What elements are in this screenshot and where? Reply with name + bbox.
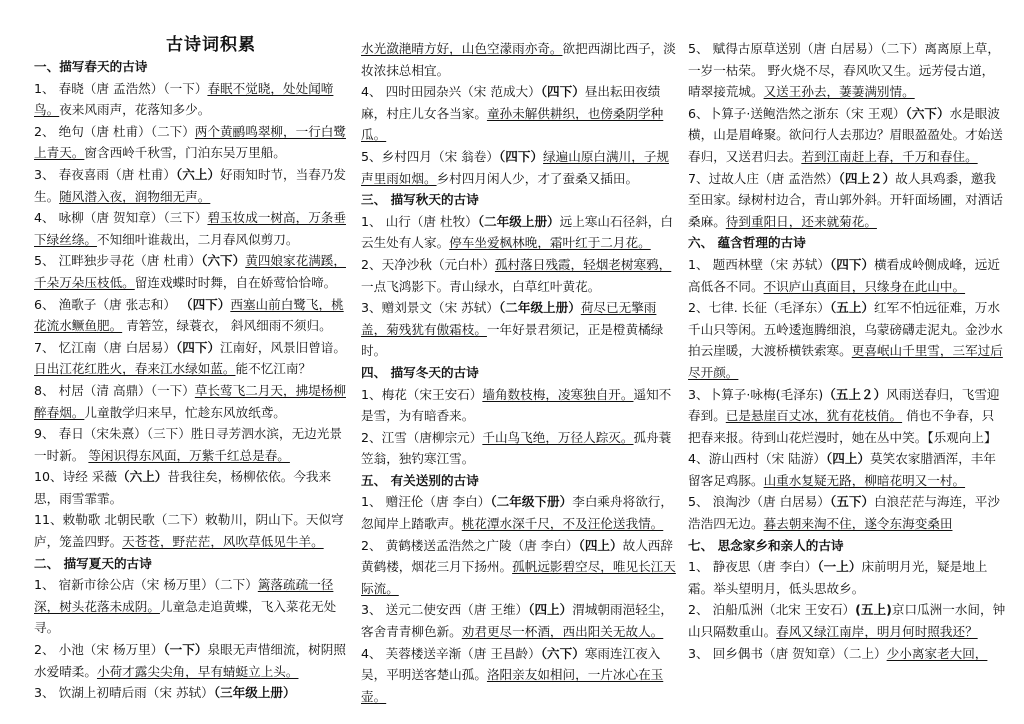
key-verse: 孤帆远影碧空尽，唯见长江天际流。 [361,559,676,596]
poem-item [688,384,1006,449]
grade-tag: （一下） [163,642,208,658]
poem-text: 昼出耘田夜绩麻，村庄儿女各当家。 [361,84,661,121]
poem-text: 4、 芙蓉楼送辛渐（唐 王昌龄） [361,645,541,661]
poem-item [361,643,679,708]
poem-text: 1、 春晓（唐 孟浩然）（一下） [34,80,208,96]
poem-text: 1、 静夜思（唐 李白） [688,559,818,575]
poem-text: 窗含西岭千秋雪，门泊东吴万里船。 [84,145,286,161]
poem-text: 不知细叶谁裁出，二月春风似剪刀。 [96,231,299,247]
grade-tag: （四上） [578,537,623,553]
key-verse: 洛阳亲友如相问，一片冰心在玉壶。 [361,667,664,704]
poem-item [688,448,1006,491]
key-verse: 绿遍山原白满川，子规声里雨如烟。 [361,148,669,186]
poem-text: 乡村四月闲人少，才了蚕桑又插田。 [436,170,639,186]
poem-item [34,164,352,207]
poem-item [688,38,1006,103]
poem-item [361,535,679,600]
poem-text: 一点飞鸿影下。青山绿水，白草红叶黄花。 [361,278,601,294]
page-title: 古诗词积累 [166,35,256,55]
grade-tag: （五上） [829,300,875,316]
poem-text: 1、 赠汪伦（唐 李白） [361,494,491,510]
poem-item [34,466,352,509]
poem-text: 1、梅花（宋王安石） [361,386,483,402]
grade-tag: （六上） [117,469,168,485]
poem-item [688,599,1006,642]
key-verse: 少小离家老大回， [886,645,988,661]
poem-item [361,599,679,642]
poem-text: 孤舟蓑笠翁，独钓寒江雪。 [361,429,672,467]
key-verse: 春眠不觉晓，处处闻啼鸟。 [34,80,334,118]
poem-item [361,254,679,297]
key-verse: 童孙未解供耕织，也傍桑阴学种瓜。 [361,105,664,143]
key-verse: 等闲识得东风面，万紫千红总是春。 [88,447,290,463]
poem-text: 寒雨连江夜入吴，平明送客楚山孤。 [361,645,661,683]
poem-text: 夜来风雨声，花落知多少。 [59,102,211,118]
poem-item [34,121,352,164]
poem-text: 一年好景君须记，正是橙黄橘绿时。 [361,321,664,359]
grade-tag: （六下） [201,253,246,269]
poem-text: 李白乘舟将欲行，忽闻岸上踏歌声。 [361,494,673,532]
grade-tag: （五上２） [823,386,887,402]
poem-text: 3、赠刘景文（宋 苏轼） [361,300,499,316]
poem-text: 渭城朝雨浥轻尘，客舍青青柳色新。 [361,602,673,640]
grade-tag: （四上２） [838,170,896,186]
poem-text: 青箬笠，绿蓑衣， 斜风细雨不须归。 [122,318,332,334]
poem-text: 6、卜算子·送鲍浩然之浙东（宋 王观） [688,105,906,121]
poem-text: 1、 山行（唐 杜牧） [361,213,478,229]
poem-text: 2、江雪（唐柳宗元） [361,429,483,445]
poem-text: 6、 渔歌子（唐 张志和） [34,296,180,312]
poem-text: 1、 题西林壁（宋 苏轼） [688,256,830,272]
key-verse: 随风潜入夜，润物细无声。 [59,188,211,204]
poem-item [361,427,679,470]
poem-text: 昔我往矣，杨柳依依。今我来思，雨雪霏霏。 [34,469,332,506]
grade-tag: （四上） [825,451,871,467]
poem-item [688,168,1006,233]
key-verse: 水光潋滟晴方好，山色空濛雨亦奇。 [361,41,563,56]
poem-text: 床前明月光，疑是地上霜。举头望明月，低头思故乡。 [688,559,988,596]
key-verse: 草长莺飞二月天，拂堤杨柳醉春烟。 [34,382,346,420]
poem-text: 横看成岭侧成峰，远近高低各不同。 [688,256,1000,294]
section-heading: 一、描写春天的古诗 [34,59,148,74]
poem-text: 3、 饮湖上初晴后雨（宋 苏轼） [34,685,214,701]
grade-tag: （六下） [540,645,585,661]
poem-item [361,38,679,81]
poem-item [34,78,352,121]
key-verse: 荷尽已无擎雨盖，菊残犹有傲霜枝。 [361,300,657,337]
poem-text: 儿童急走追黄蝶，飞入菜花无处寻。 [34,598,337,636]
poem-text: 3、 春夜喜雨（唐 杜甫） [34,166,176,182]
poem-text: 好雨知时节，当春乃发生。 [34,166,346,204]
poem-text: 红军不怕远征难，万水千山只等闲。五岭逶迤腾细浪，乌蒙磅礴走泥丸。金沙水拍云崖暖，大渡桥横铁索寒。 [688,300,1003,359]
poem-item [34,294,352,337]
grade-tag: （三年级上册） [213,685,296,701]
poem-text: 4、游山西村（宋 陆游） [688,451,826,467]
poem-text: 5、 江畔独步寻花（唐 杜甫） [34,253,202,269]
key-verse: 不识庐山真面目，只缘身在此山中。 [763,278,966,294]
grade-tag: （四下） [540,84,585,100]
key-verse: 若到江南赶上春，千万和春住。 [801,148,978,164]
poem-item [34,207,352,250]
poem-item [361,81,679,146]
column-2 [361,38,679,707]
poem-text: 故人西辞黄鹤楼，烟花三月下扬州。 [361,537,673,575]
poem-item [34,639,352,682]
key-verse: 千山鸟飞绝，万径人踪灭。 [482,429,634,445]
poem-text: 远上寒山石径斜，白云生处有人家。 [361,213,673,251]
poem-text: 能不忆江南？ [235,361,312,377]
key-verse: 孤村落日残霞，轻烟老树寒鸦， [494,256,672,272]
poem-item [34,337,352,380]
poem-text: 2、天净沙秋（元白朴） [361,256,495,272]
poem-item [361,491,679,534]
poem-text: 4、 咏柳（唐 贺知章）（三下） [34,210,208,226]
poem-text: 11、敕勒歌 北朝民歌（二下）敕勒川，阴山下。天似穹庐，笼盖四野。 [34,512,344,550]
key-verse: 墙角数枝梅，凌寒独自开。 [482,386,634,402]
poem-text: 7、过故人庄（唐 孟浩然） [688,170,839,186]
grade-tag: （六下） [905,105,950,121]
key-verse: 桃花潭水深千尺，不及汪伦送我情。 [461,516,664,532]
grade-tag: （二年级下册） [490,494,573,510]
poem-text: 遥知不是雪，为有暗香来。 [361,386,672,424]
grade-tag: （五下） [829,494,875,510]
grade-tag: （一上） [817,559,862,575]
key-verse: 劝君更尽一杯酒，西出阳关无故人。 [461,624,664,640]
section-heading: 六、 蕴含哲理的古诗 [688,235,806,251]
key-verse: 黄四娘家花满蹊，千朵万朵压枝低。 [34,253,346,290]
poem-item [688,643,1006,665]
poem-text: 3、 回乡偶书（唐 贺知章）（二上） [688,645,887,661]
column-1 [34,34,352,704]
key-verse: 两个黄鹂鸣翠柳，一行白鹭上青天。 [34,123,346,161]
key-verse: 已是悬崖百丈冰，犹有花枝俏。 [725,408,903,424]
poem-item [361,297,679,362]
poem-text: 水是眼波横，山是眉峰聚。欲问行人去那边？眉眼盈盈处。才始送春归，又送君归去。 [688,105,1003,164]
poem-text: 2、 小池（宋 杨万里） [34,642,164,658]
poem-item [688,556,1006,599]
key-verse: 待到重阳日，还来就菊花。 [725,213,877,229]
poem-text: 5、乡村四月（宋 翁卷） [361,148,499,164]
poem-text: 留连戏蝶时时舞，自在娇莺恰恰啼。 [134,274,337,290]
poem-item [34,380,352,423]
key-verse: 更喜岷山千里雪，三军过后尽开颜。 [688,343,1003,380]
poem-text: 儿童散学归来早，忙趁东风放纸鸢。 [84,404,286,420]
grade-tag: （四下） [175,339,221,355]
grade-tag: (五上) [855,602,892,618]
poem-text: 3、 送元二使安西（唐 王维） [361,602,529,618]
poem-item [34,423,352,466]
section-heading: 七、 思念家乡和亲人的古诗 [688,537,844,553]
section-heading: 三、 描写秋天的古诗 [361,192,479,208]
poem-text: 风雨送春归，飞雪迎春到。 [688,386,1000,424]
column-3 [688,38,1006,664]
poem-item [361,146,679,189]
poem-item [34,509,352,552]
poem-text: 8、 村居（清 高鼎）（一下） [34,382,195,398]
poem-item [688,254,1006,297]
key-verse: 又送王孙去，萋萋满别情。 [763,84,915,100]
key-verse: 西塞山前白鹭飞，桃花流水鳜鱼肥。 [34,296,344,334]
grade-tag: （四下） [829,256,875,272]
poem-item [34,250,352,293]
poem-text: 5、 赋得古原草送别（唐 白居易）（二下）离离原上草，一岁一枯荣。 野火烧不尽，春风吹又生。远芳侵古道，晴翠接荒城。 [688,41,1000,100]
grade-tag: （二年级上册） [477,213,560,229]
poem-text: 7、 忆江南（唐 白居易） [34,339,176,355]
poem-text: 故人具鸡黍，邀我至田家。绿树村边合，青山郭外斜。开轩面场圃，对酒话桑麻。 [688,170,1003,229]
poem-item [688,103,1006,168]
poem-item [361,384,679,427]
poem-text: 白浪茫茫与海连，平沙浩浩四无边。 [688,494,1000,532]
key-verse: 碧玉妆成一树高，万条垂下绿丝绦。 [34,210,346,247]
key-verse: 篱落疏疏一径深，树头花落未成阴。 [34,577,334,614]
poem-text: 1、 宿新市徐公店（宋 杨万里）（二下） [34,577,258,593]
section-heading: 五、 有关送别的古诗 [361,472,479,488]
key-verse: 暮去朝来淘不住，遂令东海变桑田 [763,516,953,532]
key-verse: 春风又绿江南岸，明月何时照我还？ [776,624,978,640]
poem-text: 10、诗经 采薇 [34,469,117,485]
poem-item [34,682,352,704]
poem-item [34,574,352,639]
poem-text: 2、七律. 长征（毛泽东） [688,300,830,316]
poem-text: 江南好，风景旧曾谙。 [220,339,346,355]
poem-text: 3、卜算子·咏梅(毛泽东) [688,386,824,402]
grade-tag: （四下） [498,148,544,164]
key-verse: 山重水复疑无路，柳暗花明又一村。 [763,472,966,488]
poem-item [361,211,679,254]
poem-text: 欲把西湖比西子，淡妆浓抹总相宜。 [361,41,676,78]
poem-text: 9、 春日（宋朱熹）（三下）胜日寻芳泗水滨，无边光景一时新。 [34,426,342,463]
poem-text: 京口瓜洲一水间，钟山只隔数重山。 [688,602,1006,640]
grade-tag: （六上） [175,166,221,182]
key-verse: 日出江花红胜火，春来江水绿如蓝。 [34,361,236,377]
grade-tag: （二年级上册） [498,300,581,316]
section-heading: 四、 描写冬天的古诗 [361,364,479,380]
key-verse: 天苍苍，野茫茫，风吹草低见牛羊。 [122,534,324,550]
poem-text: 俏也不争春，只把春来报。待到山花烂漫时，她在丛中笑。【乐观向上】 [688,408,997,445]
poem-text: 莫笑农家腊酒浑，丰年留客足鸡豚。 [688,451,996,488]
poem-text: 2、 绝句（唐 杜甫）（二下） [34,123,195,139]
poem-text: 2、 泊船瓜洲（北宋 王安石） [688,602,856,618]
poem-item [688,491,1006,534]
section-heading: 二、 描写夏天的古诗 [34,555,152,571]
poem-text: 4、 四时田园杂兴（宋 范成大） [361,84,541,100]
key-verse: 停车坐爱枫林晚，霜叶红于二月花。 [449,235,651,251]
poem-text: 泉眼无声惜细流，树阴照水爱晴柔。 [34,642,346,679]
key-verse: 小荷才露尖尖角，早有蜻蜓立上头。 [96,663,299,679]
poem-text: 2、 黄鹤楼送孟浩然之广陵（唐 李白） [361,537,579,553]
grade-tag: （四上） [528,602,573,618]
grade-tag: （四下） [179,296,231,312]
poem-item [688,297,1006,383]
poem-text: 5、 浪淘沙（唐 白居易） [688,494,830,510]
